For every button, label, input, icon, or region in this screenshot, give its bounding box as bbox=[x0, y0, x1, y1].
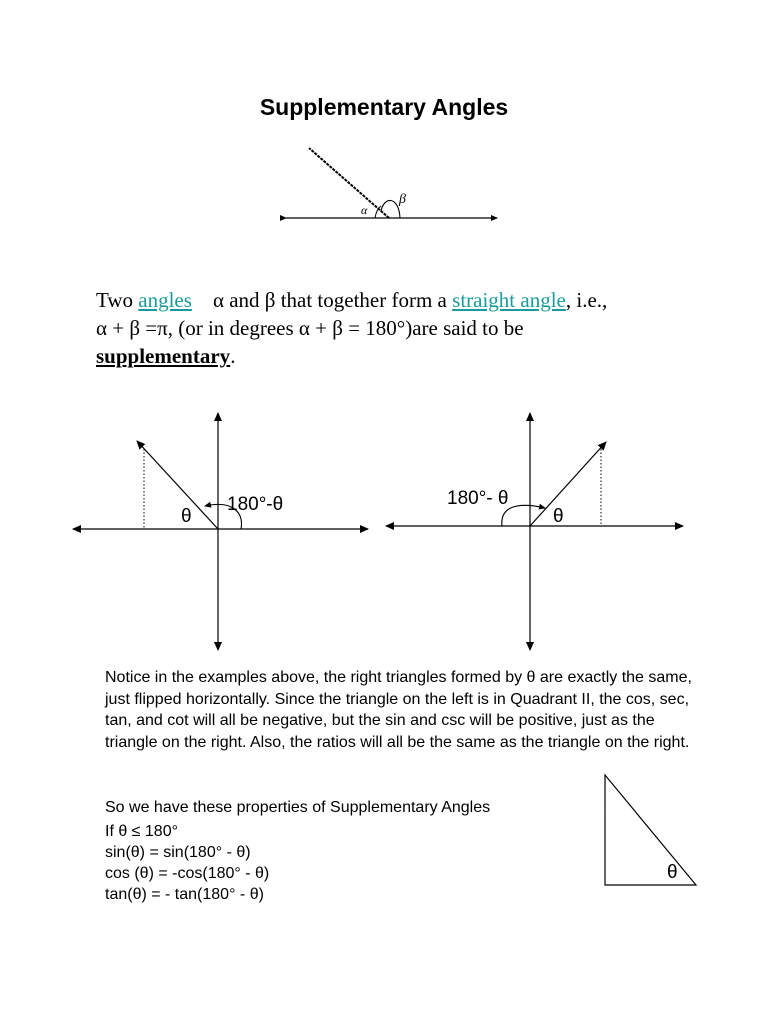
beta-arc bbox=[381, 201, 400, 218]
supplement-label: 180°- θ bbox=[447, 488, 509, 509]
definition-paragraph bbox=[96, 286, 696, 370]
tan-identity: tan(θ) = - tan(180° - θ) bbox=[105, 886, 264, 903]
notice-paragraph: Notice in the examples above, the right triangles formed by θ are exactly the same, just flipped horizontally. Since the triangle on the left is in Quadrant II, the cos, sec, tan, and cot will all be negative, but the sin and csc will be positive, just as the triangle on the right. Also, the ratios will all be the same as the triangle on the right. bbox=[105, 669, 692, 751]
right-triangle-figure bbox=[605, 775, 696, 885]
page-title: Supplementary Angles bbox=[259, 94, 509, 120]
definition-period: . bbox=[230, 344, 236, 368]
straight-angle-link[interactable]: straight angle bbox=[452, 288, 566, 312]
terminal-ray bbox=[137, 441, 218, 529]
ray bbox=[309, 148, 389, 218]
cos-identity: cos (θ) = -cos(180° - θ) bbox=[105, 865, 270, 882]
definition-text: α and β that together form a bbox=[191, 288, 453, 312]
terminal-ray bbox=[530, 442, 606, 526]
definition-text: , i.e., bbox=[565, 288, 608, 312]
theta-label: θ bbox=[667, 862, 678, 883]
beta-label: β bbox=[399, 192, 406, 207]
supplementary-term: supplementary bbox=[96, 344, 231, 368]
supplement-label: 180°-θ bbox=[227, 494, 284, 515]
theta-label: θ bbox=[181, 506, 192, 527]
angles-link[interactable]: angles bbox=[138, 288, 192, 312]
straight-angle-figure bbox=[286, 148, 497, 218]
theta-label: θ bbox=[553, 506, 564, 527]
definition-equation: α + β =π, (or in degrees α + β = 180°)are said to be bbox=[96, 316, 524, 340]
properties-lead: So we have these properties of Supplementary Angles bbox=[105, 799, 491, 816]
right-angle-figure bbox=[386, 413, 683, 650]
definition-text: Two bbox=[96, 288, 139, 312]
triangle bbox=[605, 775, 696, 885]
properties-condition: If θ ≤ 180° bbox=[105, 823, 178, 840]
properties-block bbox=[105, 797, 490, 905]
left-angle-figure bbox=[73, 413, 368, 650]
alpha-label: α bbox=[361, 203, 368, 217]
sin-identity: sin(θ) = sin(180° - θ) bbox=[105, 844, 251, 861]
